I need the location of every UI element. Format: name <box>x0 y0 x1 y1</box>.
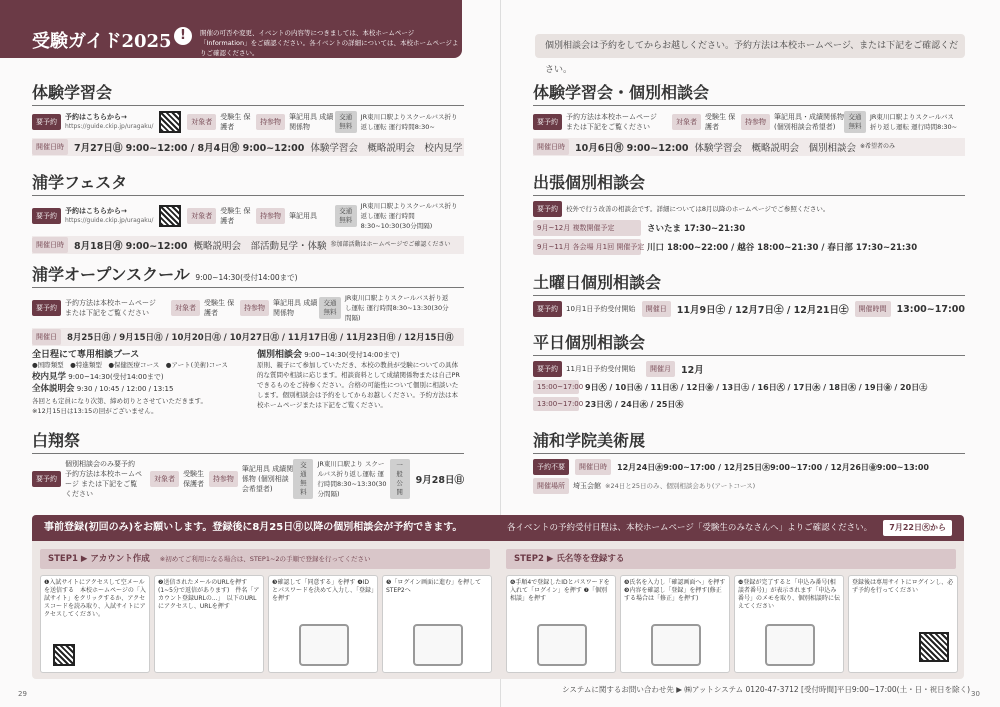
consult-text: 原則、親子にて参加していただき、本校の教員が受験についての具体的な質問や相談に応じます。相談資料として成績関係物または自己PRできるものをご持参ください。合格の可能性について個別に相談いたします。個別相談会は予約をしてからお越しください。予約方法は本校ホームページまたは下記をご覧ください。 <box>257 361 460 409</box>
target-value: 受験生 保護者 <box>183 470 205 488</box>
region-tag: 9月~11月 各会場 月1回 開催予定 <box>533 239 641 255</box>
section-saturday <box>533 270 965 317</box>
section-hakushosai <box>32 428 464 499</box>
bring-value: 筆記用具 成績関係物 <box>289 113 334 131</box>
step-card-3 <box>268 575 378 673</box>
section-title: 浦学オープンスクール <box>32 265 190 284</box>
qr-code-icon[interactable] <box>159 111 181 133</box>
registration-header <box>32 515 964 541</box>
venue-note: ※24日と25日のみ、個別相談会あり(アートコース) <box>605 482 756 490</box>
event-month: 12月 <box>681 365 704 376</box>
qr-code-icon[interactable] <box>919 632 949 662</box>
reserve-tag: 要予約 <box>32 114 61 130</box>
booth-title: 全日程にて専用相談ブース <box>32 350 140 360</box>
reserve-text: 予約方法は本校ホームページ または下記をご覧ください <box>65 299 156 317</box>
reserve-text: 校外で行う改善の相談会です。詳細については8月以降のホームページでご参照ください。 <box>566 205 830 213</box>
region-tag: 9月~12月 複数開催予定 <box>533 220 641 236</box>
traffic-tag: 交通 無料 <box>293 459 313 499</box>
section-art-exhibit <box>533 428 965 494</box>
campus-time: 9:00~14:30(受付14:00まで) <box>68 373 164 381</box>
bring-value: 筆記用具・成績関係物 (個別相談会希望者) <box>774 113 844 131</box>
event-dates: 9日㊋ / 10日㊌ / 11日㊍ / 12日㊎ / 13日㊏ / 16日㊋ / 17日㊌ / 18日㊍ / 19日㊎ / 20日㊏ <box>585 382 928 392</box>
step-card-2 <box>154 575 264 673</box>
explain-label: 全体説明会 <box>32 384 75 394</box>
step-card-7 <box>734 575 844 673</box>
traffic-tag: 交通 無料 <box>335 111 357 133</box>
date-tag: 開催日 <box>642 301 671 317</box>
note-dec15: ※12月15日は13:15の回がございません。 <box>32 407 158 415</box>
registration-title: 事前登録(初回のみ)をお願いします。登録後に8月25日㊊以降の個別相談会が予約できます。 <box>44 522 463 533</box>
section-title: 体験学習会・個別相談会 <box>533 80 965 106</box>
consult-label: 個別相談会 <box>257 350 303 360</box>
reserve-tag: 要予約 <box>32 300 61 316</box>
traffic-value: JR東川口駅よりスクールバス折り返し運転 運行時間8:30~13:30(30分間隔) <box>345 294 449 322</box>
event-dates: 23日㊋ / 24日㊌ / 25日㊍ <box>585 399 684 409</box>
event-dates: 11月9日㊏ / 12月7日㊏ / 12月21日㊏ <box>676 305 849 316</box>
explain-time: 9:30 / 10:45 / 12:00 / 13:15 <box>76 385 174 393</box>
target-value: 受験生 保護者 <box>220 113 251 131</box>
registration-note: 各イベントの予約受付日程は、本校ホームページ「受験生のみなさんへ」よりご確認ください。 <box>507 523 873 533</box>
bring-tag: 持参物 <box>209 471 238 487</box>
reserve-text[interactable]: 予約はこちらから→ <box>65 207 127 215</box>
items-note: ※希望者のみ <box>859 143 896 150</box>
reserve-tag: 要予約 <box>533 301 562 317</box>
phone-icon <box>651 624 701 666</box>
event-dates: 12月24日㊌9:00~17:00 / 12月25日㊍9:00~17:00 / 12月26日㊎9:00~13:00 <box>617 462 929 472</box>
target-tag: 対象者 <box>171 300 200 316</box>
section-openschool <box>32 262 464 416</box>
section-taiken-consult <box>533 80 965 156</box>
support-footer: システムに関するお問い合わせ先 ▶ ㈱アットシステム 0120-47-3712 [受付時間]平日9:00~17:00(土・日・祝日を除く) <box>562 685 970 694</box>
phone-icon <box>413 624 463 666</box>
phone-icon <box>537 624 587 666</box>
time-tag: 開催時間 <box>855 301 891 317</box>
phone-icon <box>299 624 349 666</box>
reserve-text: 個別相談会のみ要予約 予約方法は本校ホームページ または下記をご覧ください <box>65 460 142 498</box>
guide-title: 受験ガイド2025 <box>32 31 172 52</box>
step2-bar <box>506 549 956 569</box>
step1-title: STEP1 ▶ アカウント作成 <box>48 554 150 564</box>
target-tag: 対象者 <box>187 114 216 130</box>
items-note: 参加部活動はホームページでご確認ください <box>330 241 451 248</box>
reserve-tag: 要予約 <box>533 114 562 130</box>
bring-tag: 持参物 <box>256 208 285 224</box>
date-tag: 開催日時 <box>533 139 569 155</box>
section-shuccho <box>533 170 965 255</box>
public-tag: 一般 公開 <box>390 459 410 499</box>
section-title: 浦和学院美術展 <box>533 428 965 454</box>
date-tag: 開催日時 <box>32 139 68 155</box>
target-value: 受験生 保護者 <box>220 207 251 225</box>
step-card-text: ❽氏名を入力し「確認画面へ」を押す ❾内容を確認し「登録」を押す(修正する場合は「修正」を押す) <box>624 579 726 602</box>
consult-time: 9:00~14:30(受付14:00まで) <box>304 351 400 359</box>
event-dates: 8月25日㊊ / 9月15日㊊ / 10月20日㊊ / 10月27日㊊ / 11月17日㊊ / 11月23日㊐ / 12月15日㊊ <box>67 333 454 343</box>
left-header-bar <box>0 0 462 58</box>
event-dates: 10月6日㊊ 9:00~12:00 <box>575 143 689 154</box>
traffic-value: JR東川口駅よりスクールバス折り返し運転 運行時間8:30~10:30(30分間隔) <box>360 202 458 230</box>
step-card-text: ❺「ログイン画面に進む」を押してSTEP2へ <box>386 579 482 594</box>
step-card-8 <box>848 575 958 673</box>
reserve-url[interactable]: https://guide.ckip.jp/uragaku/ <box>65 123 154 130</box>
noreserve-tag: 予約不要 <box>533 459 569 475</box>
booth-courses: ●国際類型 ●特進類型 ●保健医療コース ●アート(美術)コース <box>32 361 228 369</box>
bring-tag: 持参物 <box>256 114 285 130</box>
step-card-text: ❸確認して「同意する」を押す ❹IDとパスワードを決めて入力し、「登録」を押す <box>272 579 375 602</box>
reserve-tag: 要予約 <box>533 201 562 217</box>
phone-icon <box>765 624 815 666</box>
reserve-url[interactable]: https://guide.ckip.jp/uragaku/ <box>65 217 154 224</box>
target-value: 受験生 保護者 <box>204 299 235 317</box>
date-tag: 開催日時 <box>32 237 68 253</box>
note-capacity: 各回とも定員になり次第、締め切りとさせていただきます。 <box>32 397 207 405</box>
right-notice: 個別相談会は予約をしてからお越しください。予約方法は本校ホームページ、または下記をご確認ください。 <box>535 34 965 58</box>
time-tag: 13:00~17:00 <box>533 397 579 411</box>
reserve-tag: 要予約 <box>32 208 61 224</box>
registration-start-date: 7月22日㊋から <box>883 520 952 536</box>
bring-value: 筆記用具 成績関係物 <box>273 299 318 317</box>
reserve-text: 予約方法は本校ホームページ または下記をご覧ください <box>566 113 657 131</box>
campus-label: 校内見学 <box>32 372 67 382</box>
bring-value: 筆記用具 成績関係物 (個別相談会希望者) <box>241 465 294 493</box>
target-tag: 対象者 <box>672 114 701 130</box>
event-time: 13:00~17:00 <box>896 303 965 315</box>
qr-code-icon[interactable] <box>53 644 75 666</box>
bring-value: 筆記用具 <box>289 212 318 220</box>
section-title: 体験学習会 <box>32 80 464 106</box>
venue-tag: 開催場所 <box>533 478 569 494</box>
section-taiken <box>32 80 464 156</box>
traffic-tag: 交通 無料 <box>335 205 357 227</box>
traffic-value: JR東川口駅よりスクールバス折り返し運転 運行時間8:30~ <box>360 113 458 131</box>
left-notice: 開催の可否や変更、イベントの内容等につきましては、本校ホームページ「Information」をご確認ください。各イベントの詳細については、本校ホームページよりご確認ください。 <box>200 29 459 57</box>
venue: 埼玉会館 <box>573 482 601 490</box>
reserve-text[interactable]: 予約はこちらから→ <box>65 113 127 121</box>
reserve-tag: 要予約 <box>533 361 562 377</box>
event-items: 概略説明会 部活動見学・体験 <box>193 241 327 252</box>
reserve-text: 11月1日予約受付開始 <box>566 365 636 373</box>
section-weekday <box>533 330 965 411</box>
section-festa <box>32 170 464 254</box>
qr-code-icon[interactable] <box>159 205 181 227</box>
section-subtitle: 9:00~14:30(受付14:00まで) <box>195 273 298 282</box>
step-card-text: ❿登録が完了すると「申込み番号(相談者番号)」が表示されます「申込み番号」のメモを取り、個別相談時に伝えてください <box>738 579 841 610</box>
date-tag: 開催日時 <box>575 459 611 475</box>
step-card-4 <box>382 575 492 673</box>
traffic-value: JR東川口駅よりスクールバス折り返し運転 運行時間8:30~ <box>870 113 958 131</box>
step-card-5 <box>506 575 616 673</box>
page-number: 30 <box>971 690 980 698</box>
step2-title: STEP2 ▶ 氏名等を登録する <box>514 554 625 564</box>
time-tag: 15:00~17:00 <box>533 380 579 394</box>
bring-tag: 持参物 <box>240 300 269 316</box>
step-card-text: 登録後は専用サイトにログインし、必ず予約を行ってください <box>852 579 954 594</box>
reserve-text: 10月1日予約受付開始 <box>566 305 636 313</box>
reserve-tag: 要予約 <box>32 471 61 487</box>
exclamation-icon: ! <box>174 27 192 45</box>
region-schedule: さいたま 17:30~21:30 <box>647 224 746 234</box>
event-items: 体験学習会 概略説明会 校内見学 <box>310 143 463 154</box>
traffic-value: JR東川口駅より スクールバス折り返し運転 運行時間8:30~13:30(30分間隔) <box>317 460 387 498</box>
target-tag: 対象者 <box>187 208 216 224</box>
section-title: 白翔祭 <box>32 428 464 454</box>
event-date: 9月28日㊐ <box>415 475 464 486</box>
step-card-6 <box>620 575 730 673</box>
traffic-tag: 交通 無料 <box>844 111 866 133</box>
step-card-text: ❻手順4で登録したIDとパスワードを入れて「ログイン」を押す ❼「個別相談」を押す <box>510 579 610 602</box>
section-title: 平日個別相談会 <box>533 330 965 356</box>
bring-tag: 持参物 <box>741 114 770 130</box>
region-schedule: 川口 18:00~22:00 / 越谷 18:00~21:30 / 春日部 17:30~21:30 <box>647 243 918 253</box>
traffic-tag: 交通 無料 <box>319 297 341 319</box>
event-dates: 8月18日㊊ 9:00~12:00 <box>74 241 188 252</box>
step-card-text: ❷送信されたメールのURLを押す(1~5分で返信があります) 件名「アカウント登録URLの...」 以下のURLにアクセスし、URLを押す <box>158 579 260 610</box>
step-card-text: ❶入試サイトにアクセスして空メールを送信する 本校ホームページの「入試サイト」をクリックするか、アクセスコードを読み取り、入試サイトにアクセスしてください。 <box>44 579 146 618</box>
page-number: 29 <box>18 690 27 698</box>
step1-note: ※初めてご利用になる場合は、STEP1~2の手順で登録を行ってください <box>159 555 371 563</box>
month-tag: 開催月 <box>646 361 675 377</box>
step1-bar <box>40 549 490 569</box>
step-card-1 <box>40 575 150 673</box>
event-dates: 7月27日㊐ 9:00~12:00 / 8月4日㊊ 9:00~12:00 <box>74 143 305 154</box>
target-value: 受験生 保護者 <box>705 113 736 131</box>
target-tag: 対象者 <box>150 471 179 487</box>
date-tag: 開催日 <box>32 329 61 345</box>
event-items: 体験学習会 概略説明会 個別相談会 <box>694 143 856 154</box>
section-title: 浦学フェスタ <box>32 170 464 196</box>
section-title: 土曜日個別相談会 <box>533 270 965 296</box>
registration-panel <box>32 515 964 679</box>
section-title: 出張個別相談会 <box>533 170 965 196</box>
